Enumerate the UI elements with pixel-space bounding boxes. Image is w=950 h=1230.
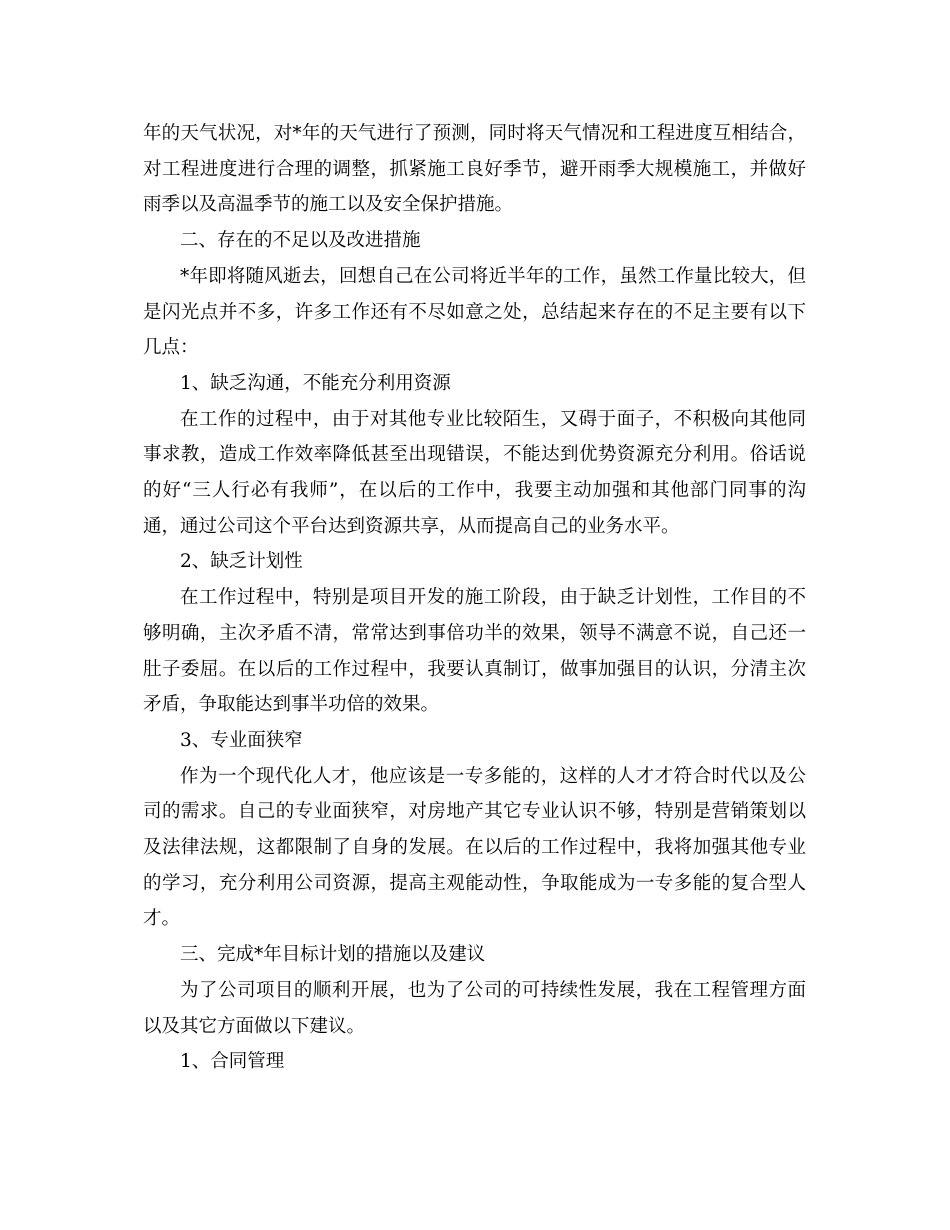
paragraph-communication: 在工作的过程中，由于对其他专业比较陌生，又碍于面子，不积极向其他同事求教，造成工作效率降低甚至出现错误，不能达到优势资源充分利用。俗话说的好“三人行必有我师”，在以后的工作中，我要主动加强和其他部门同事的沟通，通过公司这个平台达到资源共享，从而提高自己的业务水平。 [143, 408, 806, 537]
section-heading-measures: 三、完成*年目标计划的措施以及建议 [180, 944, 486, 966]
paragraph-planning: 在工作过程中，特别是项目开发的施工阶段，由于缺乏计划性，工作目的不够明确，主次矛盾不清，常常达到事倍功半的效果，领导不满意不说，自己还一肚子委屈。在以后的工作过程中，我要认真制订，做事加强目的认识，分清主次矛盾，争取能达到事半功倍的效果。 [143, 587, 806, 716]
section-heading-shortcomings: 二、存在的不足以及改进措施 [180, 230, 421, 252]
paragraph-narrow-expertise: 作为一个现代化人才，他应该是一专多能的，这样的人才才符合时代以及公司的需求。自己的专业面狭窄，对房地产其它专业认识不够，特别是营销策划以及法律法规，这都限制了自身的发展。在以后的工作过程中，我将加强其他专业的学习，充分利用公司资源，提高主观能动性，争取能成为一专多能的复合型人才。 [143, 765, 806, 930]
subheading-narrow-expertise: 3、专业面狭窄 [180, 729, 303, 751]
subheading-planning: 2、缺乏计划性 [180, 551, 303, 573]
paragraph-measures-intro: 为了公司项目的顺利开展，也为了公司的可持续性发展，我在工程管理方面以及其它方面做以下建议。 [143, 979, 806, 1037]
subheading-contract-management: 1、合同管理 [180, 1051, 285, 1073]
subheading-communication: 1、缺乏沟通，不能充分利用资源 [180, 372, 451, 394]
paragraph-weather-continuation: 年的天气状况，对*年的天气进行了预测，同时将天气情况和工程进度互相结合，对工程进度进行合理的调整，抓紧施工良好季节，避开雨季大规模施工，并做好雨季以及高温季节的施工以及安全保护措施。 [143, 123, 806, 216]
document-body [143, 116, 806, 1080]
paragraph-shortcomings-intro: *年即将随风逝去，回想自己在公司将近半年的工作，虽然工作量比较大，但是闪光点并不多，许多工作还有不尽如意之处，总结起来存在的不足主要有以下几点： [143, 265, 806, 359]
